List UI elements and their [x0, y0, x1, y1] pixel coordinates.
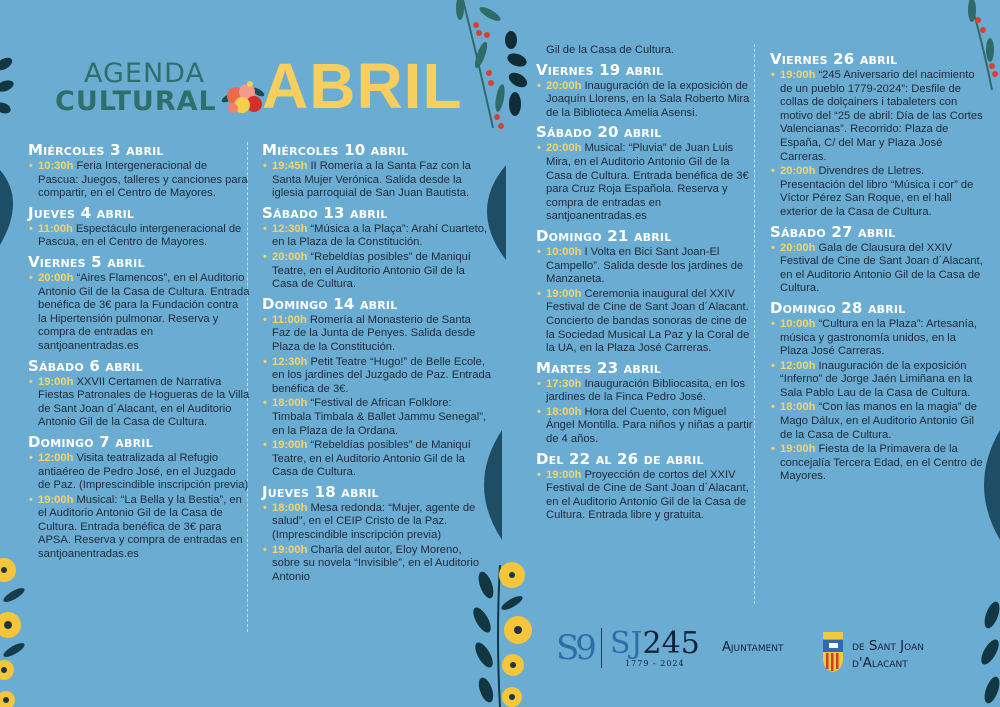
- bullet-icon: •: [29, 375, 33, 388]
- event-description: Proyección de cortos del XXIV Festival de Cine de Sant Joan d´Alacant, en el Auditorio Antonio Gil de la Casa de Cultura. Entrada libre y gratuita.: [546, 468, 749, 522]
- event-item: [536, 378, 754, 405]
- event-time: 20:00h: [38, 271, 74, 284]
- sj245-logo: [556, 625, 700, 668]
- sj-number: 245: [642, 625, 700, 661]
- flower-decoration-icon: [0, 550, 30, 707]
- day-block: [28, 253, 250, 354]
- event-time: 19:00h: [38, 375, 74, 388]
- bullet-icon: •: [29, 451, 33, 464]
- bullet-icon: •: [537, 142, 541, 155]
- bullet-icon: •: [771, 317, 775, 330]
- event-description: “Cultura en la Plaza”: Artesanía, música y gastronomía unidos, en la Plaza José Carreras.: [780, 317, 978, 358]
- day-heading: Jueves 4 abril: [28, 203, 135, 222]
- bullet-icon: •: [29, 222, 33, 235]
- day-block: [262, 204, 492, 292]
- event-time: 20:00h: [780, 165, 816, 178]
- event-description: II Romería a la Santa Faz con la Santa Mujer Verónica. Salida desde la iglesia parroquial de San Juan Bautista.: [272, 160, 471, 200]
- bullet-icon: •: [771, 69, 775, 81]
- day-heading: Domingo 28 abril: [770, 298, 906, 317]
- bullet-icon: •: [537, 287, 541, 300]
- event-description: “Aires Flamencos”, en el Auditorio Antonio Gil de la Casa de Cultura. Entrada benéfica de 3€ para la Fundación contra la Hipertensión pulmonar. Reserva y compra de entradas en santjoanentradas.es: [38, 271, 250, 352]
- event-time: 12:00h: [38, 451, 74, 464]
- event-time: 18:00h: [780, 401, 816, 414]
- event-item: [770, 401, 985, 442]
- event-time: 19:00h: [780, 69, 816, 81]
- event-description: Ceremonia inaugural del XXIV Festival de Cine de Sant Joan d´Alacant. Concierto de bandas sonoras de cine de la Sociedad Musical La Paz y la Coral de la UA, en la Plaza José Carreras.: [546, 287, 750, 355]
- event-item: [536, 80, 754, 121]
- event-description: I Volta en Bici Sant Joan-El Campello”. Salida desde los jardines de Manzaneta.: [546, 245, 744, 286]
- event-time: 20:00h: [546, 142, 582, 155]
- day-block: [28, 357, 250, 430]
- event-item: [536, 246, 754, 287]
- event-time: 12:30h: [272, 222, 308, 235]
- event-description: Charla del autor, Eloy Moreno, sobre su novela “Invisible”, en el Auditorio Antonio: [272, 543, 480, 583]
- title-cultural: CULTURAL: [55, 86, 217, 117]
- event-description: Feria Intergeneracional de Pascua: Juegos, talleres y canciones para compartir, en el Centro de Mayores.: [38, 160, 248, 200]
- day-block: [262, 295, 492, 480]
- day-heading: Miércoles 3 abril: [28, 141, 164, 159]
- day-heading: Sábado 27 abril: [770, 222, 896, 241]
- event-time: 11:00h: [38, 222, 73, 235]
- column-4: [770, 47, 985, 484]
- event-item: [262, 251, 492, 292]
- event-item: [262, 439, 492, 480]
- town-name-line2: d'Alacant: [852, 655, 908, 671]
- event-time: 19:00h: [272, 543, 308, 556]
- bullet-icon: •: [263, 501, 267, 514]
- bullet-icon: •: [263, 222, 267, 235]
- day-heading: Domingo 21 abril: [536, 226, 672, 245]
- event-item: [770, 360, 985, 401]
- event-time: 18:00h: [546, 405, 582, 418]
- ajuntament-label: Ajuntament: [722, 640, 784, 655]
- event-description: “Rebeldías posibles” de Maniquí Teatre, en el Auditorio Antonio Gil de la Casa de Cultura.: [272, 439, 471, 479]
- event-item: [536, 142, 754, 224]
- day-block: [536, 359, 754, 447]
- day-block: [770, 50, 985, 220]
- title-agenda: AGENDA: [84, 58, 205, 89]
- day-heading: Miércoles 10 abril: [262, 141, 409, 159]
- bullet-icon: •: [771, 359, 775, 372]
- day-heading: Sábado 6 abril: [28, 356, 143, 375]
- event-time: 19:00h: [780, 443, 816, 456]
- day-heading: Viernes 5 abril: [28, 252, 145, 271]
- event-time: 12:30h: [272, 355, 308, 368]
- day-block: [536, 61, 754, 121]
- event-description: Mesa redonda: “Mujer, agente de salud”, en el CEIP Cristo de la Paz. (Imprescindible inscripción previa): [272, 501, 476, 542]
- day-block: [28, 204, 250, 250]
- event-description: XXVII Certamen de Narrativa Fiestas Patronales de Hogueras de la Villa de Sant Joan d´Alacant, en el Auditorio Antonio Gil de la Casa de Cultura.: [38, 375, 250, 429]
- event-description: Romería al Monasterio de Santa Faz de la Junta de Penyes. Salida desde Plaza de la Constitución.: [272, 313, 476, 353]
- bullet-icon: •: [771, 443, 775, 456]
- event-description: Inauguración Bibliocasita, en los jardines de la Finca Pedro José.: [546, 377, 745, 404]
- column-2: [262, 138, 492, 584]
- title-month: ABRIL: [262, 50, 463, 122]
- event-item: [262, 160, 492, 201]
- bullet-icon: •: [263, 355, 267, 368]
- bullet-icon: •: [771, 165, 775, 178]
- event-item: [770, 443, 985, 484]
- event-description: Inauguración de la exposición de Joaquín Llorens, en la Sala Roberto Mira de la Biblioteca Amelia Asensi.: [546, 79, 750, 119]
- event-time: 17:30h: [546, 377, 582, 390]
- event-time: 10:00h: [780, 317, 816, 330]
- bouquet-icon: [220, 78, 266, 120]
- leaf-branch-decoration-icon: [972, 600, 1000, 707]
- event-description: Fiesta de la Primavera de la concejalía Tercera Edad, en el Centro de Mayores.: [780, 443, 983, 483]
- day-block: [536, 450, 754, 523]
- column-1: [28, 138, 250, 562]
- bullet-icon: •: [771, 241, 775, 254]
- event-item: [262, 502, 492, 543]
- event-description: Musical: “Pluvia” de Juan Luis Mira, en el Auditorio Antonio Gil de la Casa de Cultura. Entrada benéfica de 3€ para Cruz Roja Española. Reserva y compra de entradas en santjoanentradas.es: [546, 142, 749, 223]
- leaf-decoration-icon: [0, 170, 24, 245]
- column-3: [536, 44, 754, 523]
- event-description: “Música a la Plaça”: Arahí Cuarteto, en la Plaza de la Constitución.: [272, 222, 488, 249]
- event-item: [536, 288, 754, 356]
- event-item: [28, 494, 250, 562]
- day-block: [28, 141, 250, 201]
- event-description: Hora del Cuento, con Miguel Ángel Montilla. Para niños y niñas a partir de 4 años.: [546, 405, 753, 446]
- event-time: 19:00h: [546, 468, 582, 481]
- leaf-decoration-icon: [0, 50, 20, 120]
- bullet-icon: •: [263, 439, 267, 452]
- event-time: 20:00h: [546, 79, 582, 92]
- day-heading: Sábado 13 abril: [262, 203, 388, 222]
- bullet-icon: •: [263, 313, 267, 326]
- event-description: Inauguración de la exposición “Inferno” de Jorge Jaén Limiñana en la Sala Pablo Lau de la Casa de Cultura.: [780, 359, 973, 399]
- bullet-icon: •: [537, 245, 541, 258]
- bullet-icon: •: [537, 468, 541, 481]
- day-block: [536, 227, 754, 356]
- event-item: [770, 165, 985, 219]
- event-description: “Con las manos en la magia” de Mago Dálux, en el Auditorio Antonio Gil de la Casa de Cultura.: [780, 401, 978, 441]
- event-item: [262, 397, 492, 438]
- day-heading: Martes 23 abril: [536, 358, 662, 377]
- event-item: [262, 223, 492, 250]
- event-item: [262, 544, 492, 585]
- day-heading: Jueves 18 abril: [262, 482, 379, 501]
- day-heading: Sábado 20 abril: [536, 123, 662, 142]
- bullet-icon: •: [263, 543, 267, 556]
- event-description: Petit Teatre “Hugo!” de Belle Ecole, en los jardines del Juzgado de Paz. Entrada benéfica de 3€.: [272, 355, 491, 395]
- event-time: 19:00h: [272, 439, 308, 452]
- event-item: [770, 242, 985, 296]
- event-time: 20:00h: [780, 241, 816, 254]
- coat-of-arms-icon: [820, 632, 846, 672]
- day-block: [770, 299, 985, 484]
- sj245-wordmark: [609, 625, 700, 668]
- sj-years: 1779 - 2024: [625, 658, 685, 668]
- day-block: [536, 123, 754, 224]
- event-item: [770, 318, 985, 359]
- bullet-icon: •: [29, 271, 33, 284]
- event-time: 19:00h: [546, 287, 582, 300]
- column-divider: [754, 44, 755, 604]
- bullet-icon: •: [29, 493, 33, 506]
- bullet-icon: •: [537, 405, 541, 418]
- event-time: 10:30h: [38, 160, 74, 172]
- event-item: [262, 314, 492, 355]
- event-item: [28, 160, 250, 201]
- day-heading: Del 22 al 26 de abril: [536, 449, 704, 468]
- day-block: [262, 141, 492, 201]
- bullet-icon: •: [29, 160, 33, 172]
- event-item: [28, 223, 250, 250]
- event-item: [28, 452, 250, 493]
- sj-prefix: SJ: [609, 625, 643, 661]
- logo-separator: [601, 628, 602, 668]
- event-continuation: Gil de la Casa de Cultura.: [546, 44, 675, 56]
- day-heading: Domingo 14 abril: [262, 294, 398, 313]
- event-description: Visita teatralizada al Refugio antiaéreo de Pedro José, en el Juzgado de Paz. (Imprescindible inscripción previa): [38, 451, 249, 492]
- event-time: 18:00h: [272, 397, 308, 410]
- event-time: 20:00h: [272, 250, 308, 263]
- event-description: Gala de Clausura del XXIV Festival de Cine de Sant Joan d´Alacant, en el Auditorio Antonio Gil de la Casa de Cultura.: [780, 241, 983, 295]
- event-time: 12:00h: [780, 359, 816, 372]
- event-time: 19:00h: [38, 493, 74, 506]
- event-item: [536, 469, 754, 523]
- bullet-icon: •: [263, 250, 267, 263]
- event-item: [770, 69, 985, 164]
- event-description: Divendres de Lletres. Presentación del libro “Música i cor” de Víctor Pérez San Roque, en el hall exterior de la Casa de Cultura.: [780, 165, 974, 218]
- bullet-icon: •: [537, 79, 541, 92]
- event-item: [28, 272, 250, 354]
- town-name-line1: de Sant Joan: [852, 638, 924, 654]
- day-heading: Domingo 7 abril: [28, 432, 153, 451]
- bullet-icon: •: [537, 377, 541, 390]
- event-description: “Festival de African Folklore: Timbala Timbala & Ballet Jammu Senegal”, en la Plaza de la Ordana.: [272, 397, 487, 437]
- event-item: [28, 376, 250, 430]
- event-time: 19:45h: [272, 160, 308, 172]
- event-item: [536, 406, 754, 447]
- bullet-icon: •: [771, 401, 775, 414]
- day-block: [262, 483, 492, 585]
- event-time: 10:00h: [546, 245, 582, 258]
- day-heading: Viernes 19 abril: [536, 60, 664, 79]
- day-block: [28, 433, 250, 562]
- event-description: Espectáculo intergeneracional de Pascua, en el Centro de Mayores.: [38, 222, 242, 249]
- town-name: [852, 638, 924, 672]
- event-time: 18:00h: [272, 501, 308, 514]
- sj-monogram-icon: S9: [556, 628, 593, 668]
- bullet-icon: •: [263, 160, 267, 172]
- event-item: [262, 356, 492, 397]
- day-heading: Viernes 26 abril: [770, 50, 898, 68]
- bullet-icon: •: [263, 397, 267, 410]
- event-description: Musical: “La Bella y la Bestia”, en el Auditorio Antonio Gil de la Casa de Cultura. Entrada benéfica de 3€ para APSA. Reserva y compra de entradas en santjoanentradas.es: [38, 493, 243, 561]
- event-time: 11:00h: [272, 313, 307, 326]
- day-block: [770, 223, 985, 296]
- event-description: “245 Aniversario del nacimiento de un pueblo 1779-2024”: Desfile de collas de dolçainers i tabaleters con motivo del “25 de abril: Día de las Cortes Valencianas”. Recorrido: Plaza de España, C/ del Mar y Plaza José Carreras.: [780, 69, 983, 163]
- event-description: “Rebeldías posibles” de Maniquí Teatre, en el Auditorio Antonio Gil de la Casa de Cultura.: [272, 250, 471, 291]
